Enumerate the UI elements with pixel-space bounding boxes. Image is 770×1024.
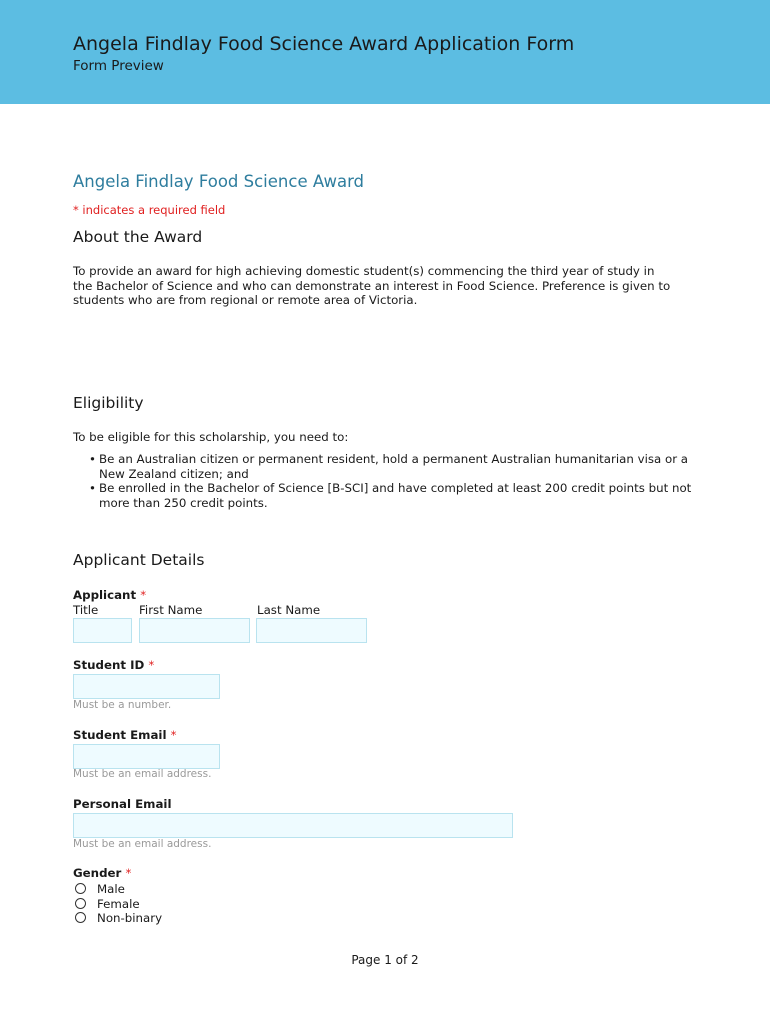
- required-mark: *: [148, 658, 155, 672]
- eligibility-intro: To be eligible for this scholarship, you need to:: [73, 430, 349, 444]
- gender-option-female[interactable]: Female: [73, 897, 140, 911]
- gender-label: Gender *: [73, 866, 132, 880]
- personal-email-input[interactable]: [73, 813, 513, 838]
- required-mark: *: [140, 588, 147, 602]
- eligibility-item: • Be an Australian citizen or permanent resident, hold a permanent Australian humanitarian visa or a New Zealand citizen; and: [89, 452, 689, 481]
- applicant-details-heading: Applicant Details: [73, 551, 205, 569]
- radio-button-icon[interactable]: [75, 883, 86, 894]
- student-email-input[interactable]: [73, 744, 220, 769]
- student-email-label: Student Email *: [73, 728, 177, 742]
- required-mark: *: [125, 866, 132, 880]
- radio-button-icon[interactable]: [75, 912, 86, 923]
- student-email-hint: Must be an email address.: [73, 768, 212, 780]
- title-input[interactable]: [73, 618, 132, 643]
- first-name-label: First Name: [139, 603, 203, 617]
- form-header: [0, 0, 770, 104]
- last-name-input[interactable]: [256, 618, 367, 643]
- applicant-label: Applicant *: [73, 588, 147, 602]
- required-mark: *: [170, 728, 177, 742]
- title-label: Title: [73, 603, 99, 617]
- last-name-label: Last Name: [257, 603, 321, 617]
- student-id-label: Student ID *: [73, 658, 155, 672]
- about-heading: About the Award: [73, 228, 203, 246]
- form-title: Angela Findlay Food Science Award: [73, 172, 365, 191]
- personal-email-label: Personal Email: [73, 797, 172, 811]
- bullet-icon: •: [89, 481, 96, 496]
- page-number: Page 1 of 2: [351, 953, 419, 967]
- required-note: * indicates a required field: [73, 203, 226, 217]
- header-subtitle: Form Preview: [73, 58, 164, 74]
- personal-email-hint: Must be an email address.: [73, 838, 212, 850]
- gender-option-non-binary[interactable]: Non-binary: [73, 911, 162, 925]
- gender-option-male[interactable]: Male: [73, 882, 125, 896]
- bullet-icon: •: [89, 452, 96, 466]
- eligibility-list: [73, 452, 693, 511]
- about-text: To provide an award for high achieving domestic student(s) commencing the third year of study in the Bachelor of Science and who can demonstrate an interest in Food Science. Preference is given to students who are from regional or remote area of Victoria.: [73, 264, 671, 308]
- eligibility-item: • Be enrolled in the Bachelor of Science [B-SCI] and have completed at least 200 credit points but not more than 250 credit points.: [89, 481, 692, 511]
- eligibility-heading: Eligibility: [73, 394, 144, 412]
- student-id-input[interactable]: [73, 674, 220, 699]
- student-id-hint: Must be a number.: [73, 699, 172, 711]
- radio-button-icon[interactable]: [75, 898, 86, 909]
- header-title: Angela Findlay Food Science Award Application Form: [73, 33, 575, 55]
- first-name-input[interactable]: [139, 618, 250, 643]
